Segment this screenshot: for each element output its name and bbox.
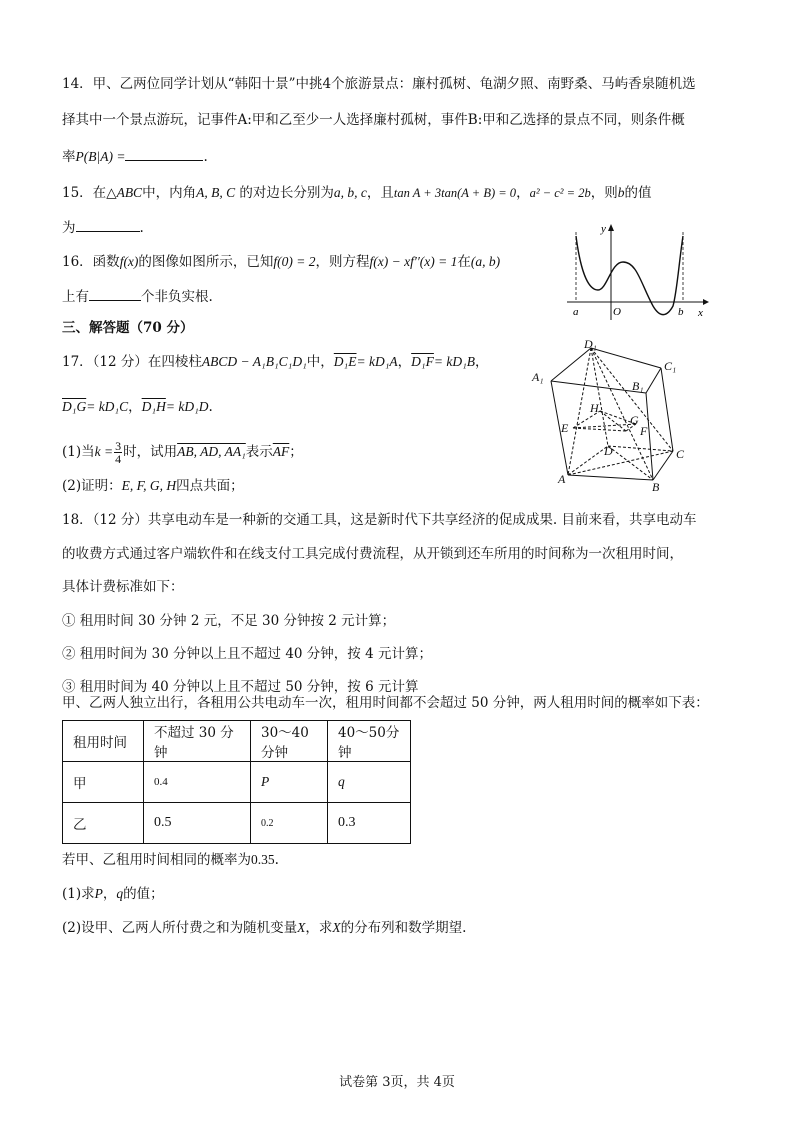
table-cell: P <box>251 762 328 803</box>
label-a1: A₁ <box>532 370 544 384</box>
table-row <box>63 762 411 803</box>
x-axis-arrow-icon <box>703 299 709 305</box>
q18-rule-2: ② 租用时间为 30 分钟以上且不超过 40 分钟，按 4 元计算； <box>62 646 432 662</box>
table-header: 40～50分钟 <box>328 721 411 762</box>
graph-label-x: x <box>698 307 703 319</box>
table-header-row <box>63 721 411 762</box>
graph-label-b: b <box>678 306 684 318</box>
table-cell: 0.3 <box>328 803 411 844</box>
q18-part-1: (1)求P，q的值； <box>62 886 164 902</box>
table-cell: 乙 <box>63 803 144 844</box>
label-b1: B₁ <box>632 379 644 393</box>
label-a: A <box>558 472 566 486</box>
table-cell: 甲 <box>63 762 144 803</box>
table-header: 租用时间 <box>63 721 144 762</box>
q18-rule-3: ③ 租用时间为 40 分钟以上且不超过 50 分钟，按 6 元计算 <box>62 679 419 695</box>
q18-line-2: 的收费方式通过客户端软件和在线支付工具完成付费流程，从开锁到还车所用的时间称为一次租用时间， <box>62 546 683 562</box>
label-f: F <box>640 424 648 438</box>
q16-answer-blank[interactable] <box>89 286 141 301</box>
prism-figure <box>528 338 694 493</box>
q15-line-1: 15．在△ABC中，内角A, B, C 的对边长分别为a, b, c，且tan A + 3tan(A + B) = 0，a² − c² = 2b，则b的值 <box>62 185 652 201</box>
q17-part-2: (2)证明：E, F, G, H四点共面； <box>62 478 244 494</box>
label-c1: C₁ <box>664 359 677 373</box>
label-g: G <box>630 413 639 427</box>
q14-answer-blank[interactable] <box>125 146 203 161</box>
graph-label-a: a <box>573 306 579 318</box>
q17-line-2: D₁G= kD₁C，D₁H= kD₁D. <box>62 399 213 415</box>
q18-rule-1: ① 租用时间 30 分钟 2 元，不足 30 分钟按 2 元计算； <box>62 613 396 629</box>
q14-line-3: 率P(B|A) = . <box>62 146 208 167</box>
q18-line-4: 甲、乙两人独立出行，各租用公共电动车一次，租用时间都不会超过 50 分钟，两人租用时间的概率如下表： <box>62 695 709 711</box>
q16-line-2: 上有 个非负实根. <box>62 286 213 307</box>
q14-line-2: 择其中一个景点游玩，记事件A:甲和乙至少一人选择廉村孤树，事件B:甲和乙选择的景点不同，则条件概 <box>62 112 685 128</box>
graph-label-y: y <box>601 223 606 235</box>
table-header: 不超过 30 分钟 <box>144 721 251 762</box>
q17-line-1: 17．（12 分）在四棱柱ABCD − A₁B₁C₁D₁中，D₁E= kD₁A，D₁F= kD₁B， <box>62 354 489 370</box>
y-axis-arrow-icon <box>608 224 614 231</box>
label-e: E <box>561 421 569 435</box>
function-graph <box>565 222 710 322</box>
q14-expression: P(B|A) = <box>75 149 126 164</box>
table-cell: 0.5 <box>144 803 251 844</box>
section-heading: 三、解答题（70 分） <box>62 320 194 336</box>
page-footer: 试卷第 3页，共 4页 <box>339 1075 455 1090</box>
q14-line-1: 14．甲、乙两位同学计划从“韩阳十景”中挑4个旅游景点：廉村孤树、龟湖夕照、南野桑、马屿香泉随机选 <box>62 76 696 92</box>
function-curve <box>576 236 683 315</box>
table-row <box>63 803 411 844</box>
label-d: D <box>604 444 613 458</box>
table-cell: 0.4 <box>144 762 251 803</box>
label-h: H <box>590 401 599 415</box>
q15-answer-blank[interactable] <box>76 217 140 232</box>
q18-line-1: 18．（12 分）共享电动车是一种新的交通工具，这是新时代下共享经济的促成成果. 目前来看，共享电动车 <box>62 512 697 528</box>
fraction-three-quarters: $\frac{3}{4}$ <box>115 439 122 466</box>
q18-part-2: (2)设甲、乙两人所付费之和为随机变量X，求X的分布列和数学期望. <box>62 920 467 936</box>
label-d1: D₁ <box>584 338 597 351</box>
q17-part-1: (1)当k = $\frac{3}{4}$ 时，试用AB, AD, AA₁表示$\overline{AF}$； <box>62 439 303 466</box>
probability-table <box>62 720 411 844</box>
q15-line-2: 为 . <box>62 217 144 238</box>
q18-condition: 若甲、乙租用时间相同的概率为0.35. <box>62 852 279 868</box>
label-c: C <box>676 447 685 461</box>
q16-line-1: 16．函数f(x)的图像如图所示，已知f(0) = 2，则方程f(x) − xf′′(x) = 1在(a, b) <box>62 254 501 270</box>
graph-label-o: O <box>613 306 621 318</box>
table-cell: 0.2 <box>251 803 328 844</box>
label-b: B <box>652 480 660 493</box>
table-cell: q <box>328 762 411 803</box>
table-header: 30～40分钟 <box>251 721 328 762</box>
q18-line-3: 具体计费标准如下： <box>62 579 184 595</box>
